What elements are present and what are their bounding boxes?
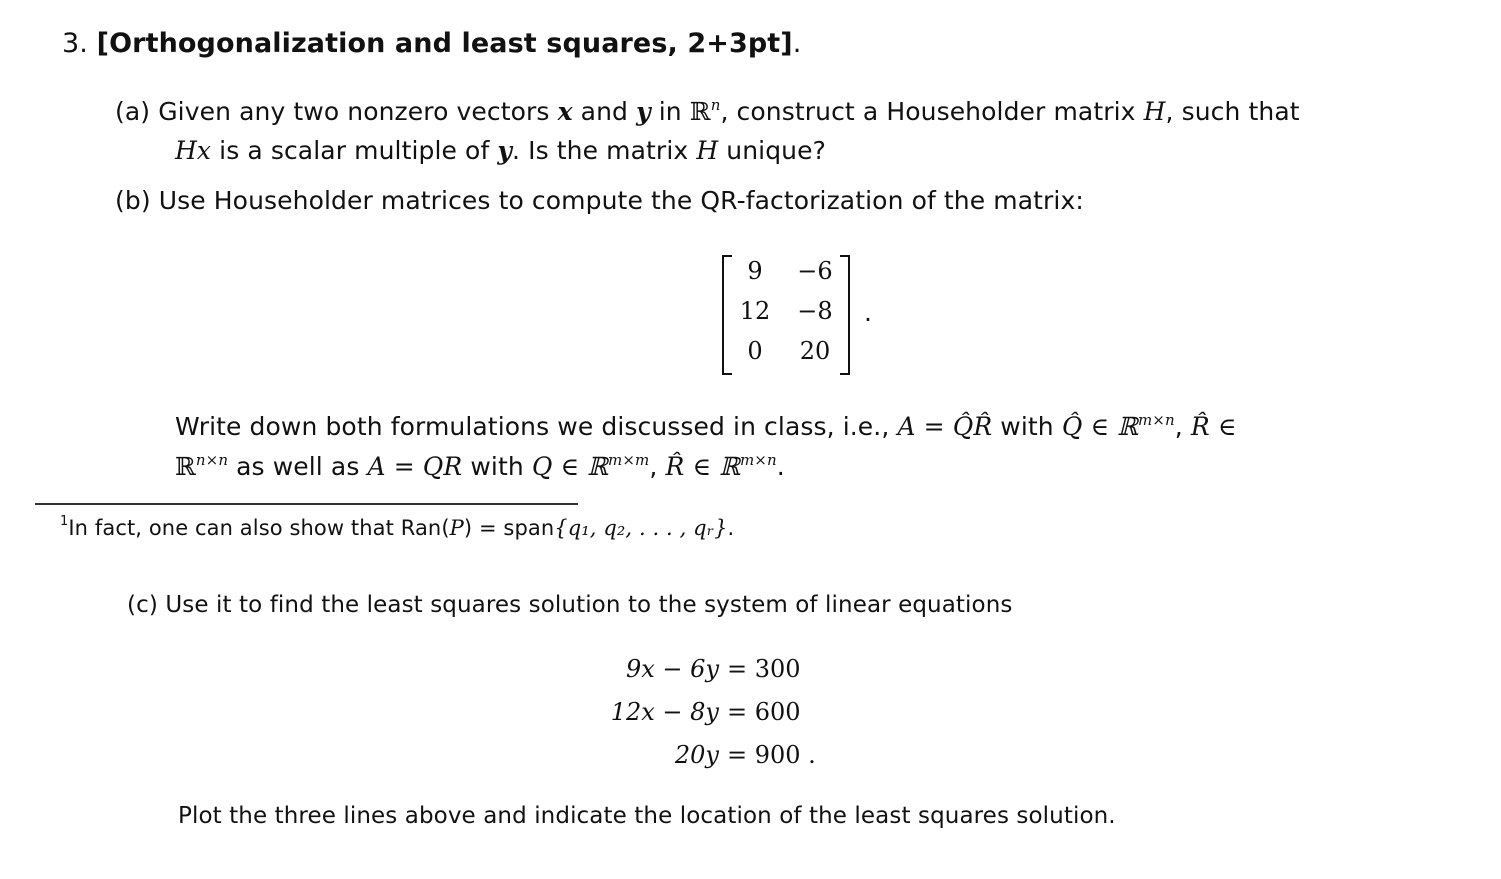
part-a-line2 <box>175 136 826 165</box>
matrix-cell: 9 <box>747 257 763 285</box>
text: , such that <box>1165 97 1300 126</box>
text: Use it to find the least squares solution to the system of linear equations <box>165 592 1013 618</box>
text: and <box>572 97 637 126</box>
matrix-cell: 0 <box>747 337 763 365</box>
math-sup: n×n <box>195 451 229 469</box>
part-a-line1 <box>115 96 1300 126</box>
footnote-rule <box>35 503 578 505</box>
part-b-write-line2 <box>175 451 785 481</box>
math-H: H <box>1143 97 1166 126</box>
math-sup: m×n <box>1137 411 1175 429</box>
math: Q ∈ ℝ <box>531 452 609 481</box>
equation-rhs: = 600 <box>727 698 801 726</box>
math-y: y <box>497 136 513 165</box>
text: , <box>1174 412 1191 441</box>
math: A = QR <box>367 452 463 481</box>
part-c-line1 <box>127 592 1012 618</box>
text: in <box>650 97 690 126</box>
title-period: . <box>792 28 802 59</box>
math: ℝ <box>175 452 196 481</box>
math: R̂ ∈ <box>1190 412 1237 441</box>
equation-lhs: 12x − 8y <box>610 698 719 726</box>
matrix-period: . <box>864 298 873 327</box>
text: . <box>776 452 785 481</box>
math-n: n <box>710 96 721 114</box>
math-reals: ℝ <box>689 97 711 126</box>
matrix-cell: −8 <box>797 297 833 325</box>
equation-rhs: = 900 . <box>727 741 816 769</box>
text: Use Householder matrices to compute the QR-factorization of the matrix: <box>158 186 1084 215</box>
math-set: {q₁, q₂, . . . , qᵣ} <box>554 516 728 540</box>
part-b-label: (b) <box>115 186 151 215</box>
matrix-cell: 12 <box>739 297 771 325</box>
problem-heading <box>62 28 801 59</box>
footnote <box>60 514 734 540</box>
text: unique? <box>718 136 826 165</box>
matrix-cell: −6 <box>797 257 833 285</box>
math: Q̂ ∈ ℝ <box>1061 412 1138 441</box>
text: . <box>727 516 735 540</box>
text: ) = span <box>463 516 555 540</box>
part-a-label: (a) <box>115 97 151 126</box>
problem-title: [Orthogonalization and least squares, 2+3pt] <box>96 28 793 59</box>
matrix <box>722 255 850 373</box>
right-bracket <box>840 255 850 375</box>
text: , construct a Householder matrix <box>720 97 1144 126</box>
math-H: H <box>696 136 719 165</box>
equation-lhs: 9x − 6y <box>626 655 719 683</box>
text: , <box>649 452 666 481</box>
math-P: P <box>449 516 464 540</box>
math-y: y <box>636 97 651 126</box>
text: In fact, one can also show that Ran( <box>68 516 450 540</box>
math: A = Q̂R̂ <box>897 412 993 441</box>
text: is a scalar multiple of <box>211 136 498 165</box>
equation-lhs: 20y <box>674 741 719 769</box>
text: as well as <box>228 452 368 481</box>
text: Given any two nonzero vectors <box>158 97 558 126</box>
math-sup: m×m <box>608 451 650 469</box>
math-x: x <box>557 97 573 126</box>
equation-rhs: = 300 <box>727 655 801 683</box>
text: . Is the matrix <box>512 136 697 165</box>
part-b-line1 <box>115 186 1084 215</box>
math-sup: m×n <box>739 451 777 469</box>
plot-instruction: Plot the three lines above and indicate the location of the least squares solution. <box>178 803 1116 829</box>
text: with <box>992 412 1062 441</box>
text: Write down both formulations we discussed in class, i.e., <box>175 412 898 441</box>
math-Hx: Hx <box>175 136 212 165</box>
part-b-write-line1 <box>175 411 1236 441</box>
matrix-cell: 20 <box>799 337 831 365</box>
text: with <box>462 452 532 481</box>
footnote-mark: 1 <box>60 514 69 529</box>
problem-number: 3. <box>62 28 88 59</box>
part-c-label: (c) <box>127 592 158 618</box>
math: R̂ ∈ ℝ <box>665 452 740 481</box>
